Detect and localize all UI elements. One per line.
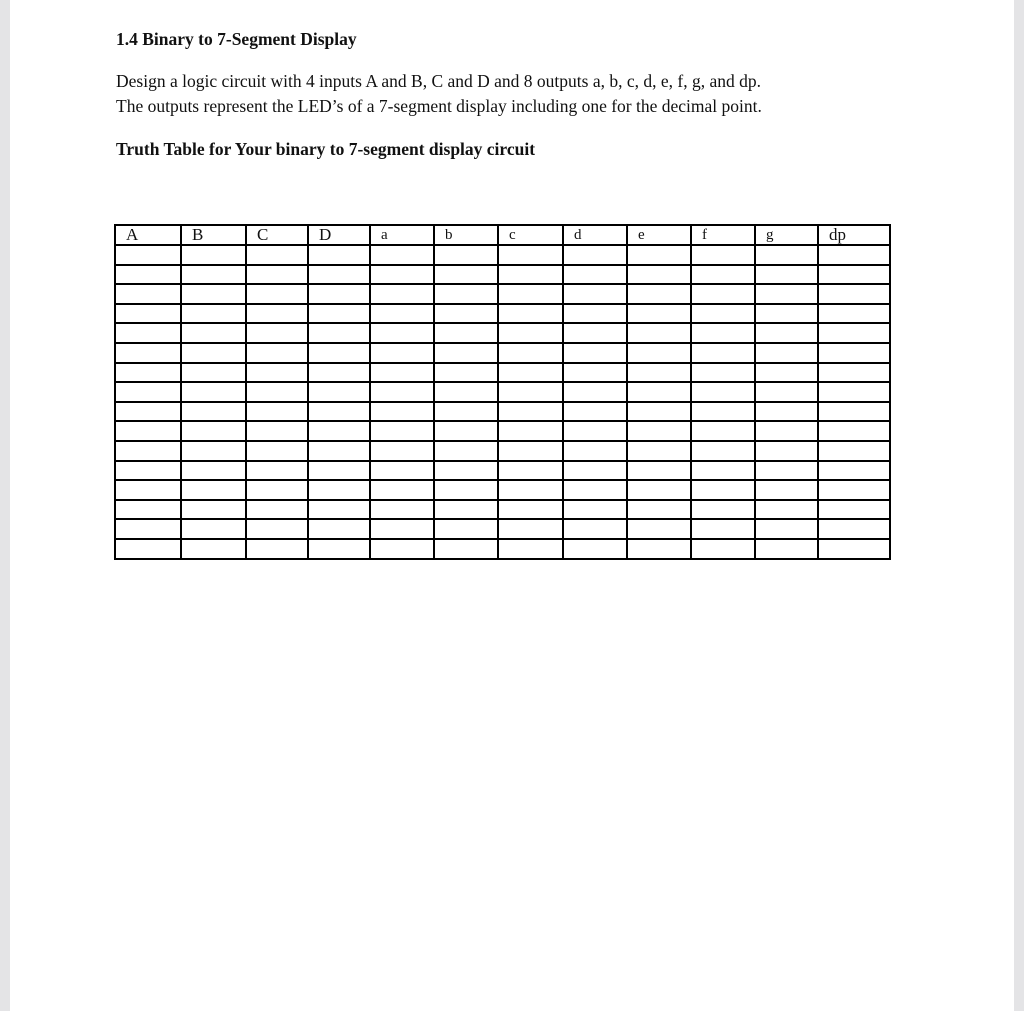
- table-cell[interactable]: [691, 265, 755, 285]
- table-cell[interactable]: [434, 304, 498, 324]
- table-cell[interactable]: [246, 304, 308, 324]
- table-cell[interactable]: [755, 421, 818, 441]
- column-header-B: B: [181, 225, 246, 245]
- table-cell[interactable]: [181, 343, 246, 363]
- table-cell[interactable]: [115, 304, 181, 324]
- table-cell[interactable]: [627, 461, 691, 481]
- table-cell[interactable]: [498, 284, 563, 304]
- table-cell[interactable]: [181, 402, 246, 422]
- table-cell[interactable]: [498, 304, 563, 324]
- column-header-e: e: [627, 225, 691, 245]
- table-cell[interactable]: [563, 382, 627, 402]
- table-cell[interactable]: [370, 519, 434, 539]
- table-cell[interactable]: [755, 323, 818, 343]
- table-cell[interactable]: [627, 265, 691, 285]
- table-cell[interactable]: [434, 323, 498, 343]
- table-cell[interactable]: [115, 284, 181, 304]
- table-cell[interactable]: [755, 519, 818, 539]
- table-cell[interactable]: [563, 284, 627, 304]
- table-cell[interactable]: [818, 539, 890, 559]
- table-row: [115, 284, 890, 304]
- column-header-c: c: [498, 225, 563, 245]
- column-header-A: A: [115, 225, 181, 245]
- table-cell[interactable]: [434, 539, 498, 559]
- table-cell[interactable]: [434, 245, 498, 265]
- table-cell[interactable]: [115, 421, 181, 441]
- table-cell[interactable]: [498, 519, 563, 539]
- table-cell[interactable]: [818, 461, 890, 481]
- table-cell[interactable]: [818, 304, 890, 324]
- table-cell[interactable]: [627, 480, 691, 500]
- table-cell[interactable]: [181, 480, 246, 500]
- table-cell[interactable]: [498, 323, 563, 343]
- table-cell[interactable]: [308, 480, 370, 500]
- table-cell[interactable]: [181, 284, 246, 304]
- table-cell[interactable]: [691, 284, 755, 304]
- table-cell[interactable]: [434, 363, 498, 383]
- section-heading: 1.4 Binary to 7-Segment Display: [116, 29, 357, 49]
- table-cell[interactable]: [755, 284, 818, 304]
- table-cell[interactable]: [115, 245, 181, 265]
- table-cell[interactable]: [627, 539, 691, 559]
- table-cell[interactable]: [627, 500, 691, 520]
- table-cell[interactable]: [627, 323, 691, 343]
- table-cell[interactable]: [181, 421, 246, 441]
- table-cell[interactable]: [755, 363, 818, 383]
- table-cell[interactable]: [755, 480, 818, 500]
- table-row: [115, 382, 890, 402]
- description-line-1: Design a logic circuit with 4 inputs A and B, C and D and 8 outputs a, b, c, d, e, f, g, and dp.: [116, 71, 761, 91]
- table-cell[interactable]: [498, 441, 563, 461]
- table-cell[interactable]: [818, 500, 890, 520]
- table-cell[interactable]: [434, 461, 498, 481]
- table-cell[interactable]: [370, 323, 434, 343]
- table-cell[interactable]: [246, 539, 308, 559]
- table-cell[interactable]: [691, 304, 755, 324]
- table-cell[interactable]: [246, 382, 308, 402]
- column-header-D: D: [308, 225, 370, 245]
- table-cell[interactable]: [246, 363, 308, 383]
- document-content: [116, 26, 896, 162]
- column-header-C: C: [246, 225, 308, 245]
- table-cell[interactable]: [246, 500, 308, 520]
- table-cell[interactable]: [115, 265, 181, 285]
- table-cell[interactable]: [246, 480, 308, 500]
- table-row: [115, 245, 890, 265]
- table-cell[interactable]: [434, 500, 498, 520]
- table-cell[interactable]: [181, 304, 246, 324]
- table-cell[interactable]: [755, 500, 818, 520]
- table-cell[interactable]: [370, 539, 434, 559]
- table-cell[interactable]: [563, 323, 627, 343]
- table-cell[interactable]: [434, 343, 498, 363]
- table-cell[interactable]: [370, 343, 434, 363]
- table-cell[interactable]: [498, 343, 563, 363]
- table-cell[interactable]: [755, 402, 818, 422]
- table-cell[interactable]: [691, 402, 755, 422]
- table-cell[interactable]: [308, 284, 370, 304]
- table-cell[interactable]: [370, 402, 434, 422]
- table-cell[interactable]: [563, 304, 627, 324]
- table-cell[interactable]: [498, 245, 563, 265]
- table-cell[interactable]: [498, 461, 563, 481]
- table-cell[interactable]: [818, 363, 890, 383]
- table-cell[interactable]: [563, 343, 627, 363]
- table-cell[interactable]: [691, 382, 755, 402]
- table-cell[interactable]: [755, 343, 818, 363]
- table-cell[interactable]: [755, 441, 818, 461]
- table-cell[interactable]: [498, 480, 563, 500]
- column-header-g: g: [755, 225, 818, 245]
- truth-table-body: [115, 245, 890, 559]
- table-cell[interactable]: [370, 441, 434, 461]
- table-row: [115, 343, 890, 363]
- table-cell[interactable]: [691, 480, 755, 500]
- table-cell[interactable]: [115, 382, 181, 402]
- table-cell[interactable]: [308, 323, 370, 343]
- table-cell[interactable]: [691, 441, 755, 461]
- table-cell[interactable]: [691, 343, 755, 363]
- table-cell[interactable]: [498, 363, 563, 383]
- table-cell[interactable]: [370, 480, 434, 500]
- table-cell[interactable]: [627, 402, 691, 422]
- table-cell[interactable]: [370, 363, 434, 383]
- table-cell[interactable]: [246, 519, 308, 539]
- table-cell[interactable]: [755, 461, 818, 481]
- table-cell[interactable]: [563, 461, 627, 481]
- table-row: [115, 402, 890, 422]
- table-cell[interactable]: [818, 441, 890, 461]
- column-header-dp: dp: [818, 225, 890, 245]
- table-cell[interactable]: [115, 363, 181, 383]
- table-cell[interactable]: [434, 284, 498, 304]
- truth-table: [114, 224, 891, 560]
- table-cell[interactable]: [563, 245, 627, 265]
- table-cell[interactable]: [246, 461, 308, 481]
- table-cell[interactable]: [755, 245, 818, 265]
- table-cell[interactable]: [370, 500, 434, 520]
- table-cell[interactable]: [498, 382, 563, 402]
- table-cell[interactable]: [370, 461, 434, 481]
- table-row: [115, 323, 890, 343]
- table-cell[interactable]: [181, 441, 246, 461]
- table-row: [115, 500, 890, 520]
- table-cell[interactable]: [115, 323, 181, 343]
- table-cell[interactable]: [818, 402, 890, 422]
- table-cell[interactable]: [434, 519, 498, 539]
- table-cell[interactable]: [691, 421, 755, 441]
- table-cell[interactable]: [370, 304, 434, 324]
- table-cell[interactable]: [818, 323, 890, 343]
- table-cell[interactable]: [563, 441, 627, 461]
- table-cell[interactable]: [370, 284, 434, 304]
- table-cell[interactable]: [308, 363, 370, 383]
- table-cell[interactable]: [498, 421, 563, 441]
- table-cell[interactable]: [115, 519, 181, 539]
- table-cell[interactable]: [308, 421, 370, 441]
- table-cell[interactable]: [627, 343, 691, 363]
- table-row: [115, 304, 890, 324]
- table-cell[interactable]: [246, 441, 308, 461]
- table-cell[interactable]: [434, 480, 498, 500]
- table-cell[interactable]: [246, 421, 308, 441]
- table-row: [115, 363, 890, 383]
- table-cell[interactable]: [818, 480, 890, 500]
- table-cell[interactable]: [563, 539, 627, 559]
- table-cell[interactable]: [691, 539, 755, 559]
- table-cell[interactable]: [498, 265, 563, 285]
- table-cell[interactable]: [246, 343, 308, 363]
- table-cell[interactable]: [434, 421, 498, 441]
- table-cell[interactable]: [563, 363, 627, 383]
- table-cell[interactable]: [563, 480, 627, 500]
- table-cell[interactable]: [627, 441, 691, 461]
- table-cell[interactable]: [308, 519, 370, 539]
- table-cell[interactable]: [181, 539, 246, 559]
- table-cell[interactable]: [755, 539, 818, 559]
- table-cell[interactable]: [308, 539, 370, 559]
- table-row: [115, 480, 890, 500]
- table-cell[interactable]: [181, 519, 246, 539]
- table-title: Truth Table for Your binary to 7-segment display circuit: [116, 139, 536, 159]
- table-cell[interactable]: [246, 265, 308, 285]
- table-cell[interactable]: [627, 284, 691, 304]
- column-header-a: a: [370, 225, 434, 245]
- column-header-b: b: [434, 225, 498, 245]
- table-row: [115, 519, 890, 539]
- table-cell[interactable]: [181, 245, 246, 265]
- table-cell[interactable]: [115, 539, 181, 559]
- table-cell[interactable]: [818, 245, 890, 265]
- table-cell[interactable]: [498, 500, 563, 520]
- table-cell[interactable]: [498, 402, 563, 422]
- table-cell[interactable]: [308, 402, 370, 422]
- table-cell[interactable]: [115, 402, 181, 422]
- table-cell[interactable]: [246, 402, 308, 422]
- table-cell[interactable]: [627, 363, 691, 383]
- table-cell[interactable]: [181, 461, 246, 481]
- table-cell[interactable]: [563, 265, 627, 285]
- table-cell[interactable]: [181, 323, 246, 343]
- table-cell[interactable]: [434, 382, 498, 402]
- table-cell[interactable]: [115, 461, 181, 481]
- table-cell[interactable]: [370, 382, 434, 402]
- table-cell[interactable]: [691, 323, 755, 343]
- table-cell[interactable]: [308, 245, 370, 265]
- table-cell[interactable]: [370, 265, 434, 285]
- table-cell[interactable]: [308, 265, 370, 285]
- table-cell[interactable]: [563, 500, 627, 520]
- table-cell[interactable]: [627, 519, 691, 539]
- table-row: [115, 539, 890, 559]
- table-cell[interactable]: [115, 500, 181, 520]
- table-row: [115, 441, 890, 461]
- table-cell[interactable]: [691, 363, 755, 383]
- table-cell[interactable]: [370, 245, 434, 265]
- description-line-2: The outputs represent the LED’s of a 7-segment display including one for the decimal point.: [116, 96, 762, 116]
- table-cell[interactable]: [308, 382, 370, 402]
- table-cell[interactable]: [181, 363, 246, 383]
- table-cell[interactable]: [181, 382, 246, 402]
- table-cell[interactable]: [246, 284, 308, 304]
- table-cell[interactable]: [370, 421, 434, 441]
- column-header-d: d: [563, 225, 627, 245]
- table-cell[interactable]: [818, 421, 890, 441]
- table-header-row: [115, 225, 890, 245]
- table-row: [115, 421, 890, 441]
- table-cell[interactable]: [308, 500, 370, 520]
- table-cell[interactable]: [691, 500, 755, 520]
- table-cell[interactable]: [627, 304, 691, 324]
- table-cell[interactable]: [563, 519, 627, 539]
- table-cell[interactable]: [308, 304, 370, 324]
- column-header-f: f: [691, 225, 755, 245]
- table-cell[interactable]: [691, 245, 755, 265]
- table-cell[interactable]: [691, 519, 755, 539]
- table-cell[interactable]: [818, 343, 890, 363]
- table-cell[interactable]: [627, 382, 691, 402]
- table-cell[interactable]: [308, 461, 370, 481]
- table-cell[interactable]: [755, 265, 818, 285]
- table-cell[interactable]: [308, 441, 370, 461]
- table-cell[interactable]: [691, 461, 755, 481]
- table-cell[interactable]: [818, 519, 890, 539]
- table-cell[interactable]: [627, 421, 691, 441]
- table-cell[interactable]: [818, 382, 890, 402]
- table-row: [115, 461, 890, 481]
- table-cell[interactable]: [181, 500, 246, 520]
- table-cell[interactable]: [818, 284, 890, 304]
- table-cell[interactable]: [627, 245, 691, 265]
- table-cell[interactable]: [755, 304, 818, 324]
- table-cell[interactable]: [434, 441, 498, 461]
- table-cell[interactable]: [755, 382, 818, 402]
- table-cell[interactable]: [115, 480, 181, 500]
- table-cell[interactable]: [434, 402, 498, 422]
- table-cell[interactable]: [115, 343, 181, 363]
- table-row: [115, 265, 890, 285]
- table-cell[interactable]: [246, 323, 308, 343]
- table-cell[interactable]: [498, 539, 563, 559]
- table-cell[interactable]: [246, 245, 308, 265]
- table-cell[interactable]: [181, 265, 246, 285]
- table-cell[interactable]: [434, 265, 498, 285]
- table-cell[interactable]: [563, 421, 627, 441]
- table-cell[interactable]: [308, 343, 370, 363]
- table-cell[interactable]: [115, 441, 181, 461]
- table-cell[interactable]: [563, 402, 627, 422]
- table-cell[interactable]: [818, 265, 890, 285]
